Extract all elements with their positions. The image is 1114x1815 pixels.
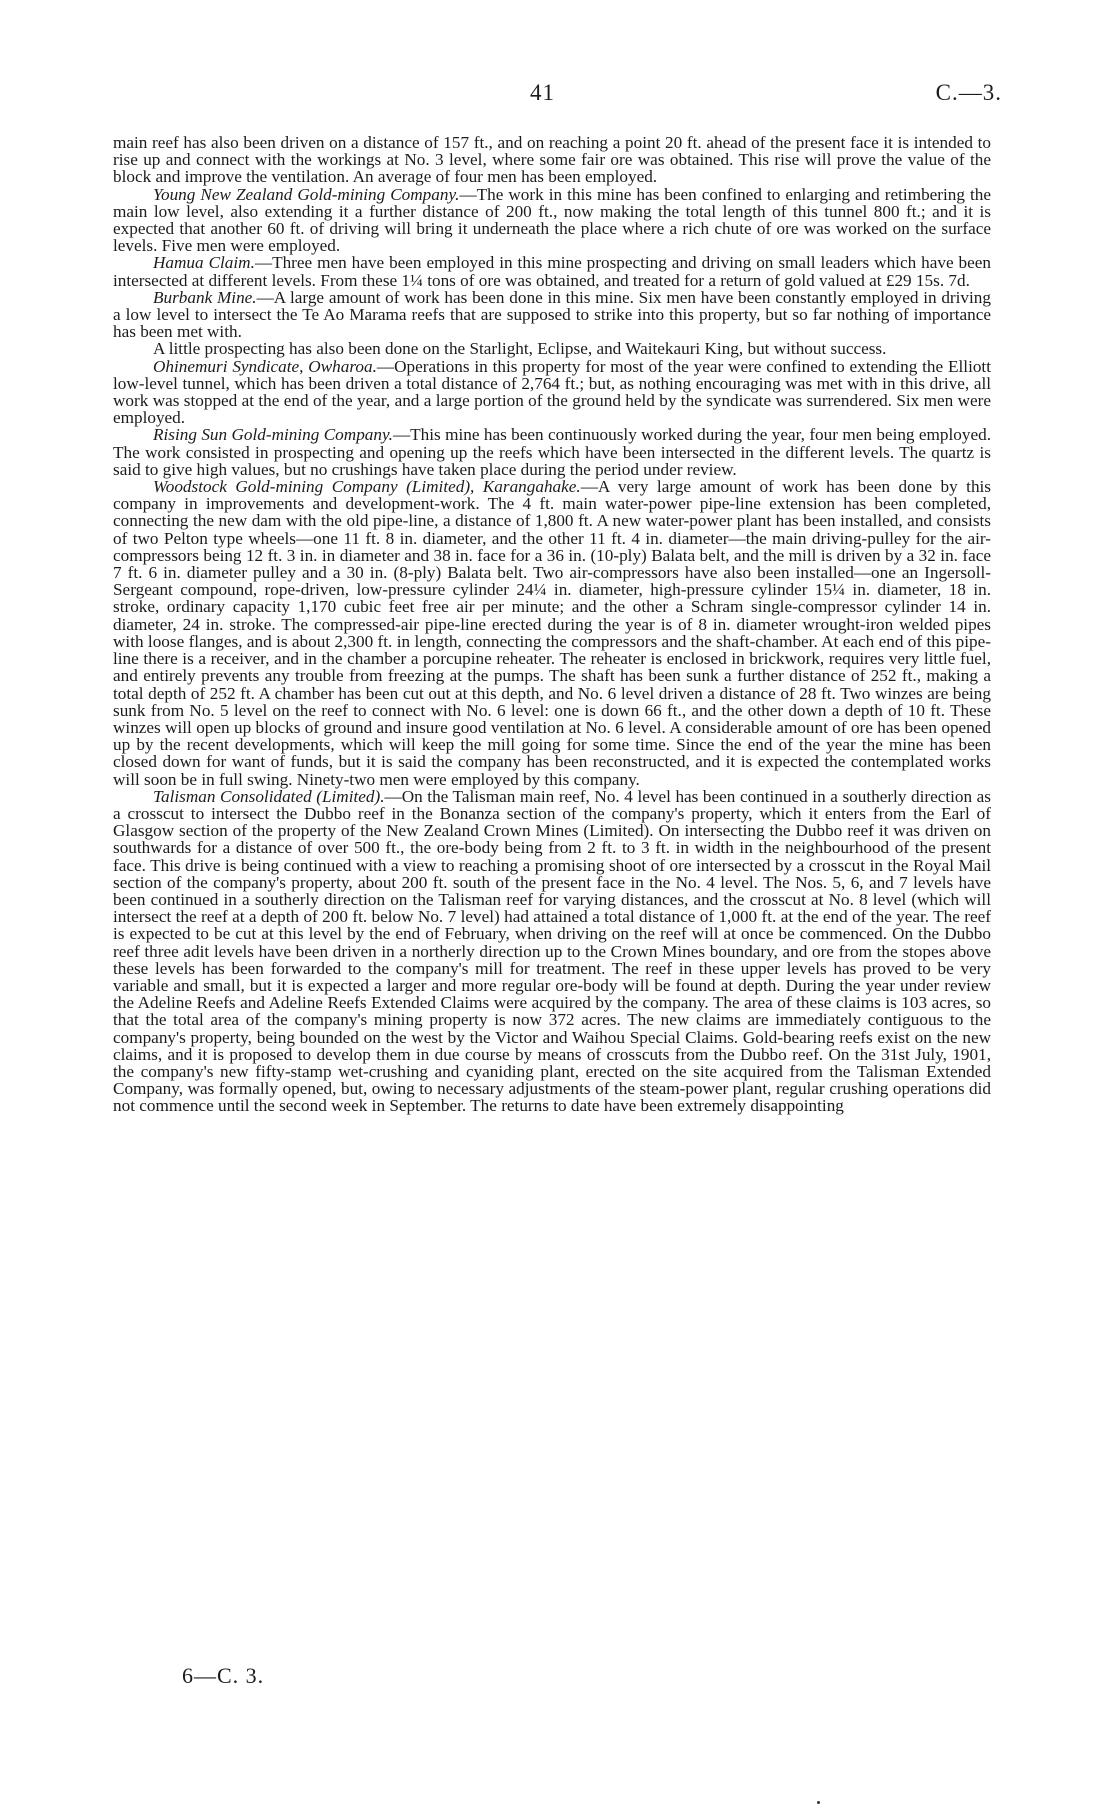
paragraph-heading: Young New Zealand Gold-mining Company. <box>153 184 460 204</box>
paragraph-continuation <box>113 134 991 186</box>
paragraph-text: main reef has also been driven on a distance of 157 ft., and on reaching a point 20 ft. ahead of the present face it is intended to rise up and connect with the workings at No. 3 level, where some fair ore was obtained. This rise will prove the value of the block and improve the ventilation. An average of four men has been employed. <box>113 133 991 187</box>
paragraph-young-new-zealand <box>113 186 991 255</box>
paragraph-burbank-mine <box>113 289 991 341</box>
report-body <box>113 134 991 1115</box>
page-number: 41 <box>530 80 555 105</box>
paragraph-text: —Three men have been employed in this mine prospecting and driving on small leaders which have been intersected at different levels. From these 1¼ tons of ore was obtained, and treated for a return of gold valued at £29 15s. 7d. <box>113 253 991 290</box>
paragraph-talisman-consolidated <box>113 788 991 1115</box>
signature-mark: 6—C. 3. <box>182 1663 265 1688</box>
paragraph-heading: Hamua Claim. <box>153 253 255 273</box>
paragraph-text: —The work in this mine has been confined to enlarging and retimbering the main low level, also extending it a further distance of 200 ft., now making the total length of this tunnel 800 ft.; and it is expected that another 60 ft. of driving will bring it underneath the place where a rich chute of ore was worked on the surface levels. Five men were employed. <box>113 184 991 256</box>
paragraph-text: —A large amount of work has been done in this mine. Six men have been constantly employed in driving a low level to intersect the Te Ao Marama reefs that are supposed to strike into this property, but so far nothing of importance has been met with. <box>113 287 991 342</box>
paragraph-heading: Burbank Mine. <box>153 287 257 307</box>
print-speck <box>817 1801 820 1804</box>
paragraph-heading: Ohinemuri Syndicate, Owharoa. <box>153 356 377 376</box>
paragraph-text: —On the Talisman main reef, No. 4 level has been continued in a southerly direction as a crosscut to intersect the Dubbo reef in the Bonanza section of the company's property, which it enters from the Earl of Glasgow section of the property of the New Zealand Crown Mines (Limited). On intersecting the Dubbo reef it was driven on southwards for a distance of over 500 ft., the ore-body being from 2 ft. to 3 ft. in width in the neighbourhood of the present face. This drive is being continued with a view to reaching a promising shoot of ore intersected by a crosscut in the Royal Mail section of the company's property, about 200 ft. south of the present face in the No. 4 level. The Nos. 5, 6, and 7 levels have been continued in a southerly direction on the Talisman reef for varying distances, and the crosscut at No. 8 level (which will intersect the reef at a depth of 200 ft. below No. 7 level) had attained a total distance of 1,000 ft. at the end of the year. The reef is expected to be cut at this level by the end of February, when driving on the reef will at once be commenced. On the Dubbo reef three adit levels have been driven in a northerly direction up to the Crown Mines boundary, and ore from the stopes above these levels has been forwarded to the company's mill for treatment. The reef in these upper levels has proved to be very variable and small, but it is expected a larger and more regular ore-body will be found at depth. During the year under review the Adeline Reefs and Adeline Reefs Extended Claims were acquired by the company. The area of these claims is 103 acres, so that the total area of the company's mining property is now 372 acres. The new claims are immediately contiguous to the company's property, being bounded on the west by the Victor and Waihou Special Claims. Gold-bearing reefs exist on the new claims, and it is proposed to develop them in due course by means of crosscuts from the Dubbo reef. On the 31st July, 1901, the company's new fifty-stamp wet-crushing and cyaniding plant, erected on the site acquired from the Talisman Extended Company, was formally opened, but, owing to necessary adjustments of the steam-power plant, regular crushing operations did not commence until the second week in September. The returns to date have been extremely disappointing <box>113 786 991 1116</box>
paragraph-text: A little prospecting has also been done on the Starlight, Eclipse, and Waitekauri King, but without success. <box>153 339 887 359</box>
paragraph-hamua-claim <box>113 254 991 288</box>
paragraph-rising-sun <box>113 426 991 478</box>
paragraph-heading: Talisman Consolidated (Limited). <box>153 786 385 806</box>
paragraph-ohinemuri-syndicate <box>113 358 991 427</box>
paragraph-text: —A very large amount of work has been done by this company in improvements and development-work. The 4 ft. main water-power pipe-line extension has been completed, connecting the new dam with the old pipe-line, a distance of 1,800 ft. A new water-power plant has been installed, and consists of two Pelton type wheels—one 11 ft. 8 in. diameter, and the other 11 ft. 4 in. diameter—the main driving-pulley for the air-compressors being 12 ft. 3 in. in diameter and 38 in. face for a 36 in. (10-ply) Balata belt, and the mill is driven by a 32 in. face 7 ft. 6 in. diameter pulley and a 30 in. (8-ply) Balata belt. Two air-compressors have also been installed—one an Ingersoll-Sergeant compound, rope-driven, low-pressure cylinder 24¼ in. diameter, high-pressure cylinder 15¼ in. diameter, 18 in. stroke, ordinary capacity 1,170 cubic feet free air per minute; and the other a Schram single-compressor cylinder 14 in. diameter, 24 in. stroke. The compressed-air pipe-line erected during the year is of 8 in. diameter wrought-iron welded pipes with loose flanges, and is about 2,300 ft. in length, connecting the compressors and the shaft-chamber. At each end of this pipe-line there is a receiver, and in the chamber a porcupine reheater. The reheater is enclosed in brickwork, requires very little fuel, and entirely prevents any trouble from freezing at the pumps. The shaft has been sunk a further distance of 252 ft., making a total depth of 252 ft. A chamber has been cut out at this depth, and No. 6 level driven a distance of 28 ft. Two winzes are being sunk from No. 5 level on the reef to connect with No. 6 level: one is down 66 ft., and the other down a depth of 10 ft. These winzes will open up blocks of ground and insure good ventilation at No. 6 level. A considerable amount of ore has been opened up by the recent developments, which will keep the mill going for some time. Since the end of the year the mine has been closed down for want of funds, but it is said the company has been reconstructed, and it is expected the contemplated works will soon be in full swing. Ninety-two men were employed by this company. <box>113 477 991 789</box>
page-header <box>0 80 1114 110</box>
paragraph-woodstock <box>113 478 991 788</box>
paragraph-heading: Woodstock Gold-mining Company (Limited), Karangahake. <box>153 477 581 497</box>
paragraph-heading: Rising Sun Gold-mining Company. <box>153 425 393 445</box>
document-reference: C.—3. <box>935 80 1002 105</box>
paragraph-text: —This mine has been continuously worked during the year, four men being employed. The work consisted in prospecting and opening up the reefs which have been intersected in the different levels. The quartz is said to give high values, but no crushings have taken place during the period under review. <box>113 425 991 479</box>
paragraph-prospecting <box>113 340 991 357</box>
paragraph-text: —Operations in this property for most of the year were confined to extending the Elliott low-level tunnel, which has been driven a total distance of 2,764 ft.; but, as nothing encouraging was met with in this drive, all work was stopped at the end of the year, and a large portion of the ground held by the syndicate was surrendered. Six men were employed. <box>113 356 991 428</box>
